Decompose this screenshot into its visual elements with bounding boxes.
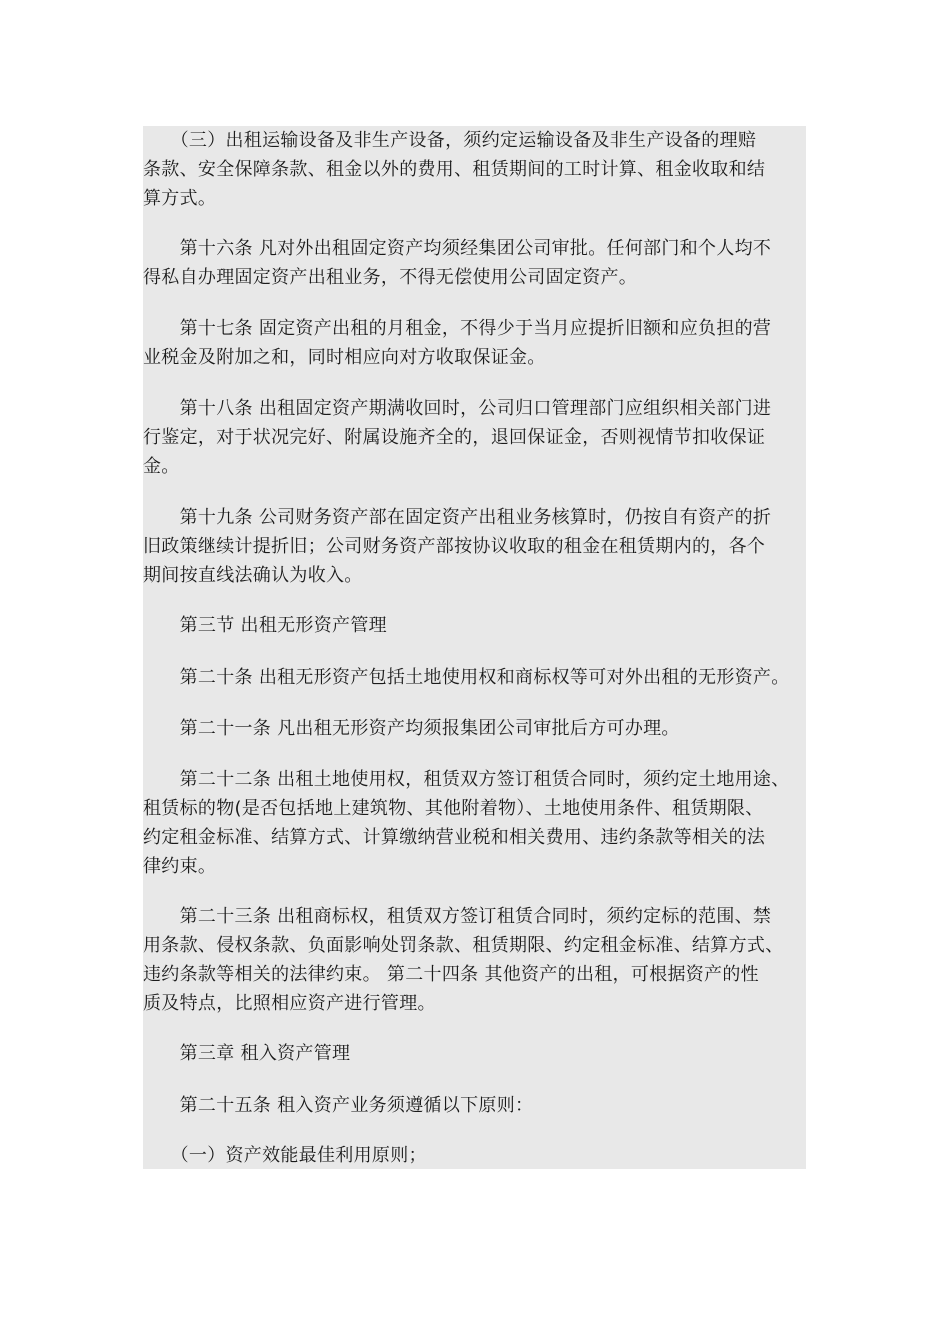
paragraph <box>143 314 813 372</box>
text-line: 得私自办理固定资产出租业务，不得无偿使用公司固定资产。 <box>143 267 638 288</box>
text-line: 约定租金标准、结算方式、计算缴纳营业税和相关费用、违约条款等相关的法 <box>143 827 766 848</box>
text-line: 第十八条 出租固定资产期满收回时，公司归口管理部门应组织相关部门进 <box>143 398 772 419</box>
text-line: 第三节 出租无形资产管理 <box>143 615 387 636</box>
text-line: （三）出租运输设备及非生产设备，须约定运输设备及非生产设备的理赔 <box>143 130 757 151</box>
text-line: 第二十三条 出租商标权，租赁双方签订租赁合同时，须约定标的范围、禁 <box>143 906 772 927</box>
paragraph <box>143 1091 813 1120</box>
text-line: 第二十二条 出租土地使用权，租赁双方签订租赁合同时，须约定土地用途、 <box>143 769 790 790</box>
paragraph <box>143 1141 813 1170</box>
text-line: 第二十五条 租入资产业务须遵循以下原则： <box>143 1095 534 1116</box>
text-line: 质及特点，比照相应资产进行管理。 <box>143 993 436 1014</box>
text-line: 第二十条 出租无形资产包括土地使用权和商标权等可对外出租的无形资产。 <box>143 667 790 688</box>
paragraph <box>143 902 813 1018</box>
text-line: 算方式。 <box>143 188 217 209</box>
text-line: 第十七条 固定资产出租的月租金，不得少于当月应提折旧额和应负担的营 <box>143 318 772 339</box>
paragraph <box>143 663 813 692</box>
text-line: 第二十一条 凡出租无形资产均须报集团公司审批后方可办理。 <box>143 718 680 739</box>
paragraph <box>143 765 813 881</box>
text-line: 租赁标的物(是否包括地上建筑物、其他附着物）、土地使用条件、租赁期限、 <box>143 798 764 819</box>
text-line: 第十六条 凡对外出租固定资产均须经集团公司审批。任何部门和个人均不 <box>143 238 772 259</box>
chapter-heading <box>143 1039 813 1068</box>
text-line: 违约条款等相关的法律约束。 第二十四条 其他资产的出租，可根据资产的性 <box>143 964 759 985</box>
text-line: 用条款、侵权条款、负面影响处罚条款、租赁期限、约定租金标准、结算方式、 <box>143 935 784 956</box>
text-line: 金。 <box>143 456 180 477</box>
text-line: 旧政策继续计提折旧；公司财务资产部按协议收取的租金在租赁期内的，各个 <box>143 536 766 557</box>
paragraph <box>143 126 813 213</box>
text-line: 律约束。 <box>143 856 217 877</box>
text-line: 行鉴定，对于状况完好、附属设施齐全的，退回保证金，否则视情节扣收保证 <box>143 427 766 448</box>
text-line: 第三章 租入资产管理 <box>143 1043 351 1064</box>
text-line: 第十九条 公司财务资产部在固定资产出租业务核算时，仍按自有资产的折 <box>143 507 772 528</box>
section-heading <box>143 611 813 640</box>
text-line: 条款、安全保障条款、租金以外的费用、租赁期间的工时计算、租金收取和结 <box>143 159 766 180</box>
paragraph <box>143 394 813 481</box>
paragraph <box>143 714 813 743</box>
paragraph <box>143 503 813 590</box>
paragraph <box>143 234 813 292</box>
text-line: 期间按直线法确认为收入。 <box>143 565 363 586</box>
text-line: 业税金及附加之和，同时相应向对方收取保证金。 <box>143 347 546 368</box>
text-line: （一）资产效能最佳利用原则； <box>143 1145 427 1166</box>
